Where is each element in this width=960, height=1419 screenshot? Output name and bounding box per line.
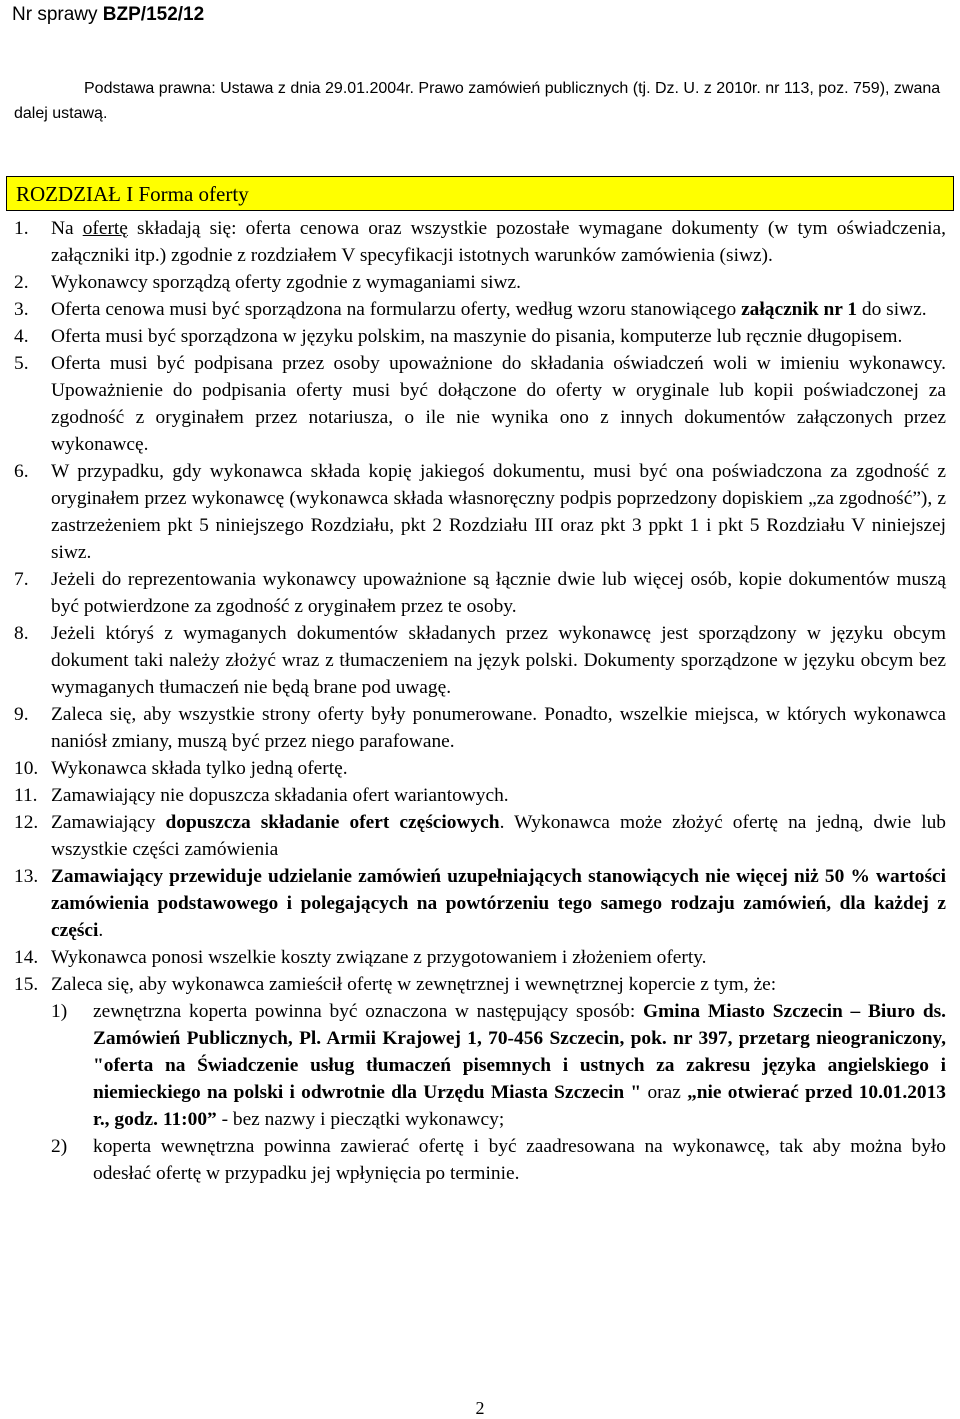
sub-list-item bbox=[51, 998, 946, 1133]
item-number: 4. bbox=[14, 326, 29, 347]
item-text bbox=[51, 971, 946, 1187]
item-intro: Zaleca się, aby wykonawca zamieścił ofertę w zewnętrznej i wewnętrznej kopercie z tym, że: bbox=[51, 974, 777, 995]
sub-item-number: 2) bbox=[51, 1136, 68, 1157]
item-number: 13. bbox=[14, 866, 39, 887]
bold-term: załącznik nr 1 bbox=[741, 299, 858, 320]
sub-list-item bbox=[51, 1133, 946, 1187]
item-text: Wykonawca ponosi wszelkie koszty związane z przygotowaniem i złożeniem oferty. bbox=[51, 947, 707, 968]
item-number: 9. bbox=[14, 704, 29, 725]
list-item bbox=[14, 620, 946, 701]
list-item bbox=[14, 863, 946, 944]
item-number: 5. bbox=[14, 353, 29, 374]
legal-basis: Podstawa prawna: Ustawa z dnia 29.01.2004r. Prawo zamówień publicznych (tj. Dz. U. z 2010r. nr 113, poz. 759), zwana dalej ustawą. bbox=[14, 80, 941, 122]
item-number: 7. bbox=[14, 569, 29, 590]
case-id: BZP/152/12 bbox=[102, 4, 205, 25]
bold-notice: „nie otwierać przed 10.01.2013 r., godz. 11:00” bbox=[93, 1082, 946, 1130]
list-item bbox=[14, 566, 946, 620]
sub-item-text: zewnętrzna koperta powinna być oznaczona w następujący sposób: Gmina Miasto Szczecin – Biuro ds. Zamówień Publicznych, Pl. Armii Krajowej 1, 70-456 Szczecin, pok. nr 397, przetarg nieograniczony, "oferta na Świadczenie usług tłumaczeń pisemnych i ustnych za zakresu języka angielskiego i niemieckiego na polski i odwrotnie dla Urzędu Miasta Szczecin " oraz „nie otwierać przed 10.01.2013 r., godz. 11:00” - bez nazwy i pieczątki wykonawcy; bbox=[93, 1001, 947, 1130]
item-text: Zamawiający przewiduje udzielanie zamówień uzupełniających stanowiących nie więcej niż 50 % wartości zamówienia podstawowego i polegających na powtórzeniu tego samego rodzaju zamówień, dla każdej z części. bbox=[51, 866, 946, 941]
list-item bbox=[14, 296, 946, 323]
bold-address: Gmina Miasto Szczecin – Biuro ds. Zamówień Publicznych, Pl. Armii Krajowej 1, 70-456 Szczecin, pok. nr 397, przetarg nieograniczony, "oferta na Świadczenie usług tłumaczeń pisemnych i ustnych za zakresu języka angielskiego i niemieckiego na polski i odwrotnie dla Urzędu Miasta Szczecin " bbox=[93, 1001, 947, 1103]
item-text: W przypadku, gdy wykonawca składa kopię jakiegoś dokumentu, musi być ona poświadczona za zgodność z oryginałem przez wykonawcę (wykonawca składa własnoręczny podpis poprzedzony dopiskiem „za zgodność”), z zastrzeżeniem pkt 5 niniejszego Rozdziału, pkt 2 Rozdziału III oraz pkt 3 ppkt 1 i pkt 5 Rozdziału V niniejszej siwz. bbox=[51, 461, 946, 563]
list-item bbox=[14, 971, 946, 1187]
item-text: Oferta musi być podpisana przez osoby upoważnione do składania oświadczeń woli w imieniu wykonawcy. Upoważnienie do podpisania oferty musi być dołączone do oferty w oryginale lub kopii poświadczonej za zgodność z oryginałem przez notariusza, o ile nie wynika ono z innych dokumentów załączonych przez wykonawcę. bbox=[51, 353, 946, 455]
sub-item-text: koperta wewnętrzna powinna zawierać ofertę i być zaadresowana na wykonawcę, tak aby można było odesłać ofertę w przypadku jej wpłynięcia po terminie. bbox=[93, 1136, 946, 1184]
item-number: 6. bbox=[14, 461, 29, 482]
item-number: 2. bbox=[14, 272, 29, 293]
list-item bbox=[14, 755, 946, 782]
sub-item-number: 1) bbox=[51, 1001, 68, 1022]
page-number: 2 bbox=[475, 1398, 485, 1418]
item-text: Na ofertę składają się: oferta cenowa oraz wszystkie pozostałe wymagane dokumenty (w tym oświadczenia, załączniki itp.) zgodnie z rozdziałem V specyfikacji istotnych warunków zamówienia (siwz). bbox=[51, 218, 946, 266]
item-number: 12. bbox=[14, 812, 39, 833]
bold-term: dopuszcza składanie ofert częściowych bbox=[165, 812, 500, 833]
item-text: Zaleca się, aby wszystkie strony oferty były ponumerowane. Ponadto, wszelkie miejsca, w których wykonawca naniósł zmiany, muszą być przez niego parafowane. bbox=[51, 704, 946, 752]
list-item bbox=[14, 701, 946, 755]
item-number: 8. bbox=[14, 623, 29, 644]
sub-list bbox=[51, 998, 946, 1187]
item-text: Oferta cenowa musi być sporządzona na formularzu oferty, według wzoru stanowiącego załącznik nr 1 do siwz. bbox=[51, 299, 927, 320]
bold-term: Zamawiający przewiduje udzielanie zamówień uzupełniających stanowiących nie więcej niż 50 % wartości zamówienia podstawowego i polegających na powtórzeniu tego samego rodzaju zamówień, dla każdej z części bbox=[51, 866, 946, 941]
item-text: Jeżeli do reprezentowania wykonawcy upoważnione są łącznie dwie lub więcej osób, kopie dokumentów muszą być potwierdzone za zgodność z oryginałem przez te osoby. bbox=[51, 569, 946, 617]
list-item bbox=[14, 323, 946, 350]
item-number: 14. bbox=[14, 947, 39, 968]
item-number: 10. bbox=[14, 758, 39, 779]
item-number: 15. bbox=[14, 974, 39, 995]
requirements-list bbox=[14, 215, 946, 1187]
underlined-term: ofertę bbox=[82, 218, 128, 239]
item-number: 11. bbox=[14, 785, 38, 806]
list-item bbox=[14, 458, 946, 566]
case-prefix: Nr sprawy bbox=[12, 4, 103, 25]
item-number: 3. bbox=[14, 299, 29, 320]
item-text: Oferta musi być sporządzona w języku polskim, na maszynie do pisania, komputerze lub ręcznie długopisem. bbox=[51, 326, 903, 347]
chapter-heading: ROZDZIAŁ I Forma oferty bbox=[6, 176, 954, 211]
list-item bbox=[14, 782, 946, 809]
list-item bbox=[14, 269, 946, 296]
item-text: Zamawiający dopuszcza składanie ofert częściowych. Wykonawca może złożyć ofertę na jedną, dwie lub wszystkie części zamówienia bbox=[51, 812, 946, 860]
list-item bbox=[14, 350, 946, 458]
list-item bbox=[14, 944, 946, 971]
item-text: Zamawiający nie dopuszcza składania ofert wariantowych. bbox=[51, 785, 509, 806]
item-text: Wykonawcy sporządzą oferty zgodnie z wymaganiami siwz. bbox=[51, 272, 521, 293]
case-number bbox=[12, 4, 204, 26]
list-item bbox=[14, 215, 946, 269]
list-item bbox=[14, 809, 946, 863]
item-text: Jeżeli któryś z wymaganych dokumentów składanych przez wykonawcę jest sporządzony w języku obcym dokument taki należy złożyć wraz z tłumaczeniem na język polski. Dokumenty sporządzone w języku obcym bez wymaganych tłumaczeń nie będą brane pod uwagę. bbox=[51, 623, 946, 698]
item-number: 1. bbox=[14, 218, 29, 239]
item-text: Wykonawca składa tylko jedną ofertę. bbox=[51, 758, 348, 779]
